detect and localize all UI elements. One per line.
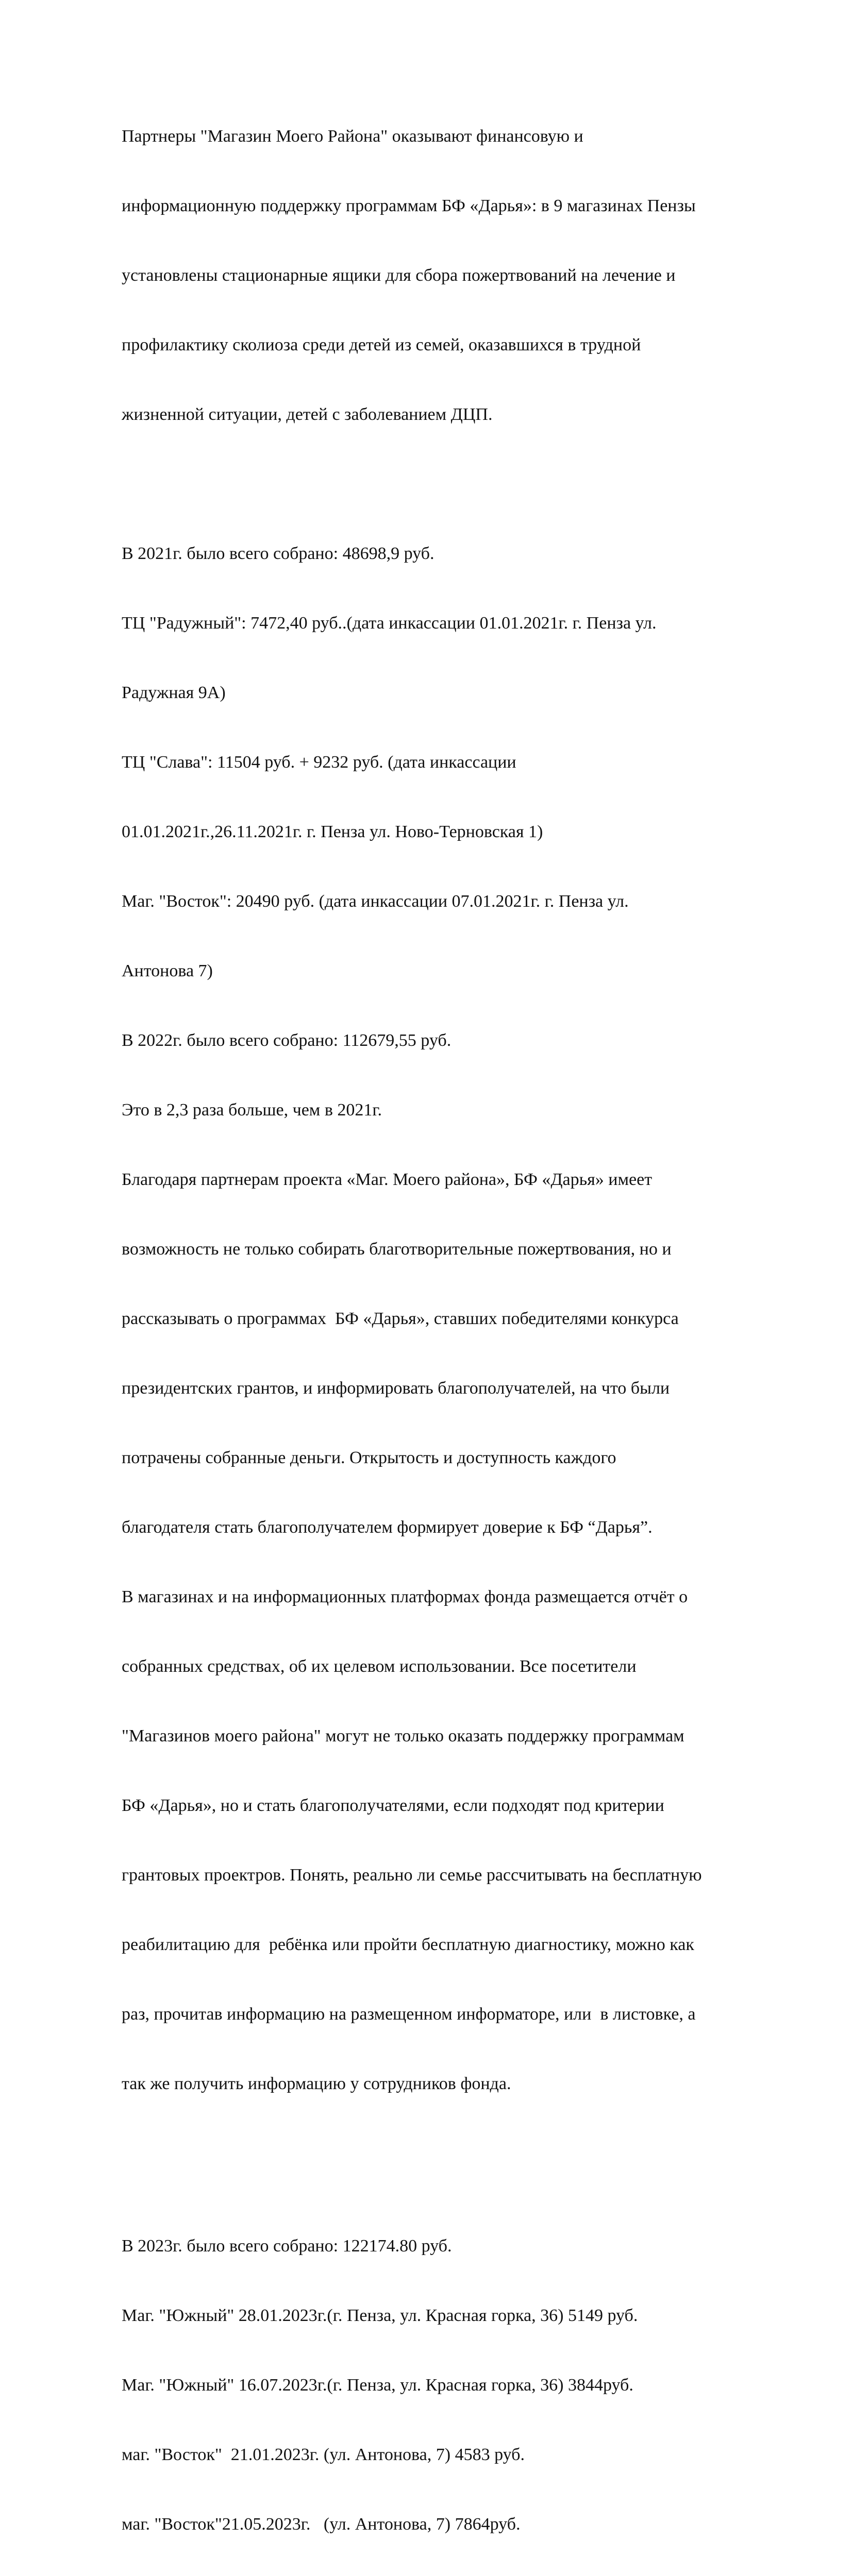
text-line: потрачены собранные деньги. Открытость и доступность каждого	[122, 1448, 616, 1467]
text-line: маг. "Восток" 21.01.2023г. (ул. Антонова, 7) 4583 руб.	[122, 2445, 525, 2464]
text-line: Радужная 9А)	[122, 683, 226, 702]
text-line: 01.01.2021г.,26.11.2021г. г. Пенза ул. Ново-Терновская 1)	[122, 822, 543, 841]
intro-paragraph	[122, 78, 792, 472]
text-line: президентских грантов, и информировать благополучателей, на что были	[122, 1379, 670, 1398]
text-line: профилактику сколиоза среди детей из семей, оказавшихся в трудной	[122, 335, 641, 354]
text-line: реабилитацию для ребёнка или пройти бесплатную диагностику, можно как	[122, 1935, 694, 1954]
text-line: Маг. "Южный" 28.01.2023г.(г. Пенза, ул. Красная горка, 36) 5149 руб.	[122, 2306, 638, 2325]
report-2023-section	[122, 2188, 792, 2576]
text-line: Маг. "Южный" 16.07.2023г.(г. Пенза, ул. Красная горка, 36) 3844руб.	[122, 2376, 633, 2395]
text-line: жизненной ситуации, детей с заболеванием ДЦП.	[122, 405, 493, 424]
text-line: В 2022г. было всего собрано: 112679,55 руб.	[122, 1031, 452, 1050]
paragraph-spacer	[122, 2142, 792, 2188]
text-line: В 2023г. было всего собрано: 122174.80 руб.	[122, 2236, 452, 2256]
text-line: "Магазинов моего района" могут не только оказать поддержку программам	[122, 1726, 684, 1745]
text-line: В 2021г. было всего собрано: 48698,9 руб.	[122, 544, 435, 563]
text-line: информационную поддержку программам БФ «Дарья»: в 9 магазинах Пензы	[122, 196, 696, 215]
text-line: маг. "Восток"21.05.2023г. (ул. Антонова, 7) 7864руб.	[122, 2515, 521, 2534]
paragraph-spacer	[122, 472, 792, 496]
text-line: возможность не только собирать благотворительные пожертвования, но и	[122, 1240, 672, 1259]
text-line: грантовых проектров. Понять, реально ли семье рассчитывать на бесплатную	[122, 1866, 702, 1885]
text-line: ТЦ "Радужный": 7472,40 руб..(дата инкассации 01.01.2021г. г. Пенза ул.	[122, 614, 657, 633]
text-line: благодателя стать благополучателем формирует доверие к БФ “Дарья”.	[122, 1518, 653, 1537]
text-line: БФ «Дарья», но и стать благополучателями, если подходят под критерии	[122, 1796, 664, 1815]
text-line: ТЦ "Слава": 11504 руб. + 9232 руб. (дата инкассации	[122, 753, 516, 772]
text-line: рассказывать о программах БФ «Дарья», ставших победителями конкурса	[122, 1309, 679, 1328]
text-line: В магазинах и на информационных платформах фонда размещается отчёт о	[122, 1587, 688, 1606]
document-body	[122, 78, 792, 2576]
text-line: Антонова 7)	[122, 961, 213, 980]
report-2021-2022-section	[122, 496, 792, 2142]
text-line: Это в 2,3 раза больше, чем в 2021г.	[122, 1100, 382, 1120]
text-line: так же получить информацию у сотрудников фонда.	[122, 2074, 511, 2093]
text-line: установлены стационарные ящики для сбора пожертвований на лечение и	[122, 266, 676, 285]
text-line: Благодаря партнерам проекта «Маг. Моего района», БФ «Дарья» имеет	[122, 1170, 653, 1189]
text-line: собранных средствах, об их целевом использовании. Все посетители	[122, 1657, 637, 1676]
text-line: Маг. "Восток": 20490 руб. (дата инкассации 07.01.2021г. г. Пенза ул.	[122, 892, 629, 911]
text-line: Партнеры "Магазин Моего Района" оказывают финансовую и	[122, 127, 583, 146]
text-line: раз, прочитав информацию на размещенном информаторе, или в листовке, а	[122, 2005, 696, 2024]
